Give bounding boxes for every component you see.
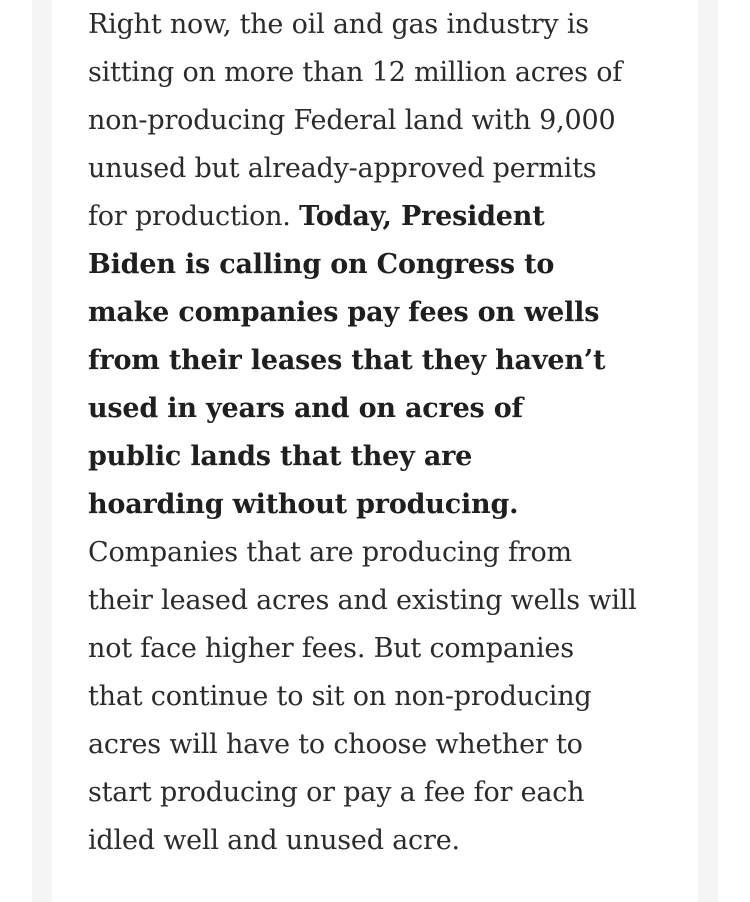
paragraph-line: unused but already-approved permits xyxy=(88,153,597,184)
paragraph-line: not face higher fees. But companies xyxy=(88,633,574,664)
paragraph-line: start producing or pay a fee for each xyxy=(88,777,585,808)
bold-paragraph-line: Biden is calling on Congress to xyxy=(88,249,555,280)
right-page-margin xyxy=(698,0,718,902)
paragraph-line-mixed xyxy=(88,193,688,241)
paragraph-line: sitting on more than 12 million acres of xyxy=(88,57,623,88)
left-page-margin xyxy=(32,0,52,902)
paragraph-line: their leased acres and existing wells will xyxy=(88,585,637,616)
paragraph-line: Companies that are producing from xyxy=(88,537,572,568)
article-paragraph xyxy=(88,0,688,865)
paragraph-line: idled well and unused acre. xyxy=(88,825,460,856)
paragraph-line: acres will have to choose whether to xyxy=(88,729,583,760)
paragraph-line: that continue to sit on non-producing xyxy=(88,681,592,712)
regular-text-segment: for production. xyxy=(88,201,300,232)
bold-paragraph-line: hoarding without producing. xyxy=(88,489,519,520)
bold-text-segment: Today, President xyxy=(299,201,545,232)
paragraph-line: Right now, the oil and gas industry is xyxy=(88,9,589,40)
bold-paragraph-line: public lands that they are xyxy=(88,441,473,472)
bold-paragraph-line: make companies pay fees on wells xyxy=(88,297,600,328)
paragraph-line: non-producing Federal land with 9,000 xyxy=(88,105,616,136)
bold-paragraph-line: used in years and on acres of xyxy=(88,393,523,424)
bold-paragraph-line: from their leases that they haven’t xyxy=(88,345,606,376)
